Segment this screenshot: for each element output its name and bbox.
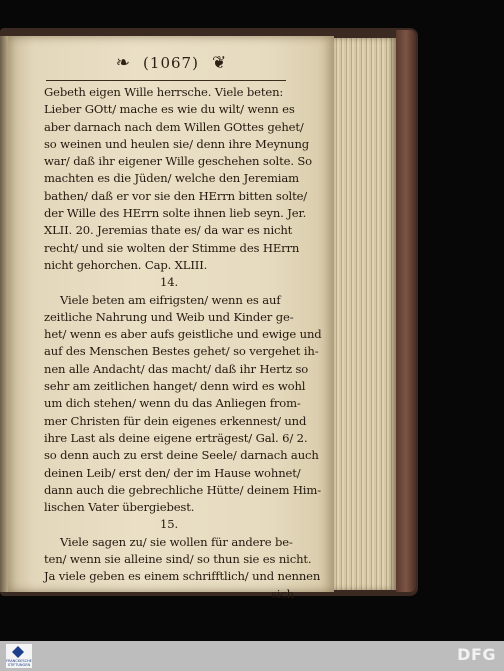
cover-edge [396, 30, 416, 592]
catchword: sich [270, 586, 294, 601]
section-number: 15. [160, 517, 178, 532]
text-line: war/ daß ihr eigener Wille geschehen solte. So [44, 154, 313, 169]
text-line: lischen Vater übergiebest. [44, 500, 195, 515]
text-line: mer Christen für dein eigenes erkennest/ und [44, 413, 307, 428]
text-line: so denn auch zu erst deine Seele/ darnach auch [44, 448, 319, 463]
dfg-logo[interactable]: DFG [457, 645, 496, 664]
text-line: nen alle Andacht/ das macht/ daß ihr Hertz so [44, 361, 309, 376]
text-line: Lieber GOtt/ mache es wie du wilt/ wenn es [44, 102, 295, 117]
page-stack-edges [334, 38, 396, 590]
ornament-right-icon: ❦ [212, 52, 227, 73]
text-line: Ja viele geben es einem schrifftlich/ und nennen [44, 569, 321, 584]
viewer-footer-bar [0, 641, 504, 671]
text-line: auf des Menschen Bestes gehet/ so vergehet ih- [44, 344, 319, 359]
text-line: XLII. 20. Jeremias thate es/ da war es nicht [44, 223, 293, 238]
text-line: ihre Last als deine eigene erträgest/ Gal. 6/ 2. [44, 430, 308, 445]
text-line: recht/ und sie wolten der Stimme des HErrn [44, 240, 300, 255]
left-page-edge [0, 36, 8, 592]
section-number: 14. [160, 275, 178, 290]
text-line: um dich stehen/ wenn du das Anliegen from- [44, 396, 301, 411]
text-line: Viele beten am eifrigsten/ wenn es auf [60, 292, 281, 307]
text-line: het/ wenn es aber aufs geistliche und ewige und [44, 327, 322, 342]
text-line: aber darnach nach dem Willen GOttes gehet/ [44, 119, 304, 134]
page-header [36, 52, 306, 76]
text-line: so weinen und heulen sie/ denn ihre Meynung [44, 136, 310, 151]
page-text [44, 84, 322, 603]
institution-logo-text: FRANCKESCHE STIFTUNGEN [6, 659, 32, 667]
ornament-left-icon: ❧ [115, 52, 130, 73]
text-line: Viele sagen zu/ sie wollen für andere be- [60, 534, 293, 549]
text-line: Gebeth eigen Wille herrsche. Viele beten: [44, 85, 284, 99]
header-rule [46, 80, 286, 81]
text-line: sehr am zeitlichen hanget/ denn wird es wohl [44, 379, 306, 394]
text-line: zeitliche Nahrung und Weib und Kinder ge- [44, 309, 294, 324]
text-line: machten es die Jüden/ welche den Jeremiam [44, 171, 299, 186]
text-line: ten/ wenn sie alleine sind/ so thun sie es nicht. [44, 552, 312, 567]
text-line: nicht gehorchen. Cap. XLIII. [44, 257, 208, 272]
text-line: der Wille des HErrn solte ihnen lieb seyn. Jer. [44, 206, 307, 221]
text-line: bathen/ daß er vor sie den HErrn bitten solte/ [44, 188, 308, 203]
page-number: (1067) [143, 53, 199, 72]
text-line: dann auch die gebrechliche Hütte/ deinem Him- [44, 482, 321, 497]
text-line: deinen Leib/ erst den/ der im Hause wohnet/ [44, 465, 301, 480]
